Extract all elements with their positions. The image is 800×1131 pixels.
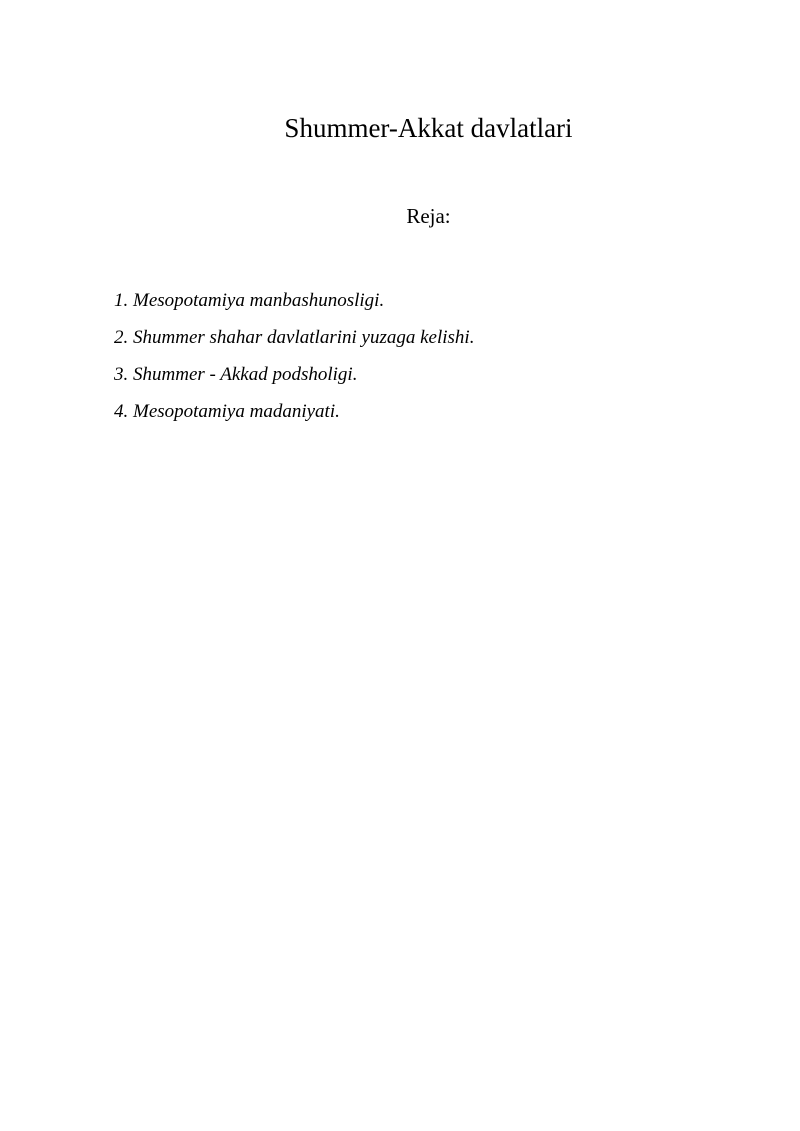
plan-item: 4. Mesopotamiya madaniyati.: [114, 401, 340, 422]
plan-item: 2. Shummer shahar davlatlarini yuzaga kelishi.: [114, 327, 475, 348]
plan-item: 1. Mesopotamiya manbashunosligi.: [114, 290, 385, 311]
plan-item: 3. Shummer - Akkad podsholigi.: [114, 364, 358, 385]
document-title: Shummer-Akkat davlatlari: [284, 113, 573, 143]
plan-heading: Reja:: [406, 204, 451, 228]
plan-list: [114, 282, 474, 430]
